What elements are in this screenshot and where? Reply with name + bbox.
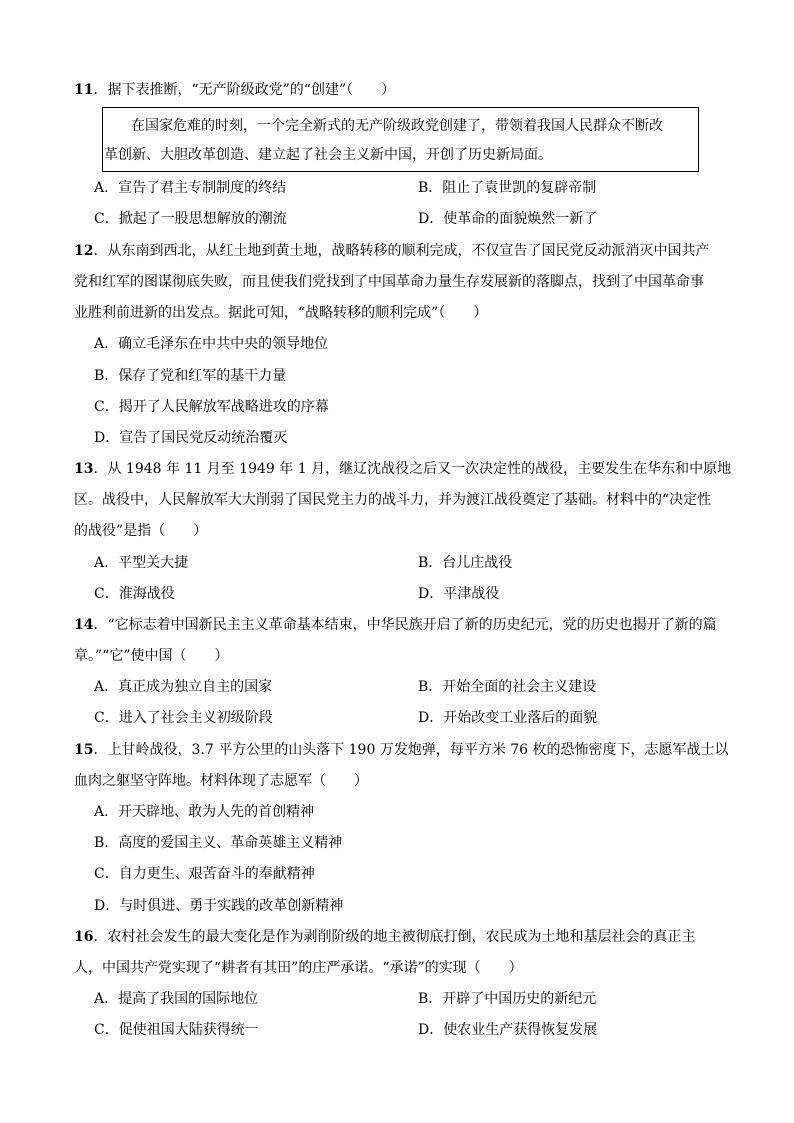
question-14-number: 14 xyxy=(74,617,94,633)
question-13-option-c[interactable]: C．淮海战役 xyxy=(94,586,175,602)
question-14-stem-line-1: 14．“它标志着中国新民主主义革命基本结束，中华民族开启了新的历史纪元，党的历史也揭开了新的篇 xyxy=(74,617,717,633)
question-16-stem-line-2: 人，中国共产党实现了“耕者有其田”的庄严承诺。“承诺”的实现（ ） xyxy=(74,960,523,976)
question-11-option-c[interactable]: C．掀起了一股思想解放的潮流 xyxy=(94,211,287,227)
question-16-option-d[interactable]: D．使农业生产获得恢复发展 xyxy=(418,1022,598,1038)
question-16-option-b[interactable]: B．开辟了中国历史的新纪元 xyxy=(418,991,597,1007)
question-12-option-c[interactable]: C．揭开了人民解放军战略进攻的序幕 xyxy=(94,399,329,415)
question-13-stem-line-2: 区。战役中，人民解放军大大削弱了国民党主力的战斗力，并为渡江战役奠定了基础。材料中的“决定性 xyxy=(74,492,712,508)
question-16-stem-line-1: 16．农村社会发生的最大变化是作为剥削阶级的地主被彻底打倒，农民成为土地和基层社会的真正主 xyxy=(74,929,696,945)
question-13-option-d[interactable]: D．平津战役 xyxy=(418,586,500,602)
question-16-number: 16 xyxy=(74,929,94,945)
question-13-stem-line-3: 的战役”是指（ ） xyxy=(74,523,208,539)
question-14-stem-line-2: 章。”“它”使中国（ ） xyxy=(74,648,229,664)
question-14-option-b[interactable]: B．开始全面的社会主义建设 xyxy=(418,679,597,695)
question-12-option-b[interactable]: B．保存了党和红军的基干力量 xyxy=(94,368,287,384)
question-11-stem-line-1: 11．据下表推断，“无产阶级政党”的“创建”（ ） xyxy=(74,82,396,98)
question-13-option-b[interactable]: B．台儿庄战役 xyxy=(418,555,513,571)
question-13-stem-line-1: 13．从 1948 年 11 月至 1949 年 1 月，继辽沈战役之后又一次决定性的战役，主要发生在华东和中原地 xyxy=(74,461,732,477)
question-15-stem-line-1: 15．上甘岭战役，3.7 平方公里的山头落下 190 万发炮弹，每平方米 76 枚的恐怖密度下，志愿军战士以 xyxy=(74,742,729,758)
question-13-number: 13 xyxy=(74,461,94,477)
question-13-option-a[interactable]: A．平型关大捷 xyxy=(94,555,189,571)
question-14-option-d[interactable]: D．开始改变工业落后的面貌 xyxy=(418,710,598,726)
question-15-option-b[interactable]: B．高度的爱国主义、革命英雄主义精神 xyxy=(94,835,343,851)
quote-box-line-1: 在国家危难的时刻，一个完全新式的无产阶级政党创建了，带领着我国人民群众不断改 xyxy=(131,118,663,134)
question-12-stem-line-2: 党和红军的图谋彻底失败，而且使我们党找到了中国革命力量生存发展新的落脚点，找到了中国革命事 xyxy=(74,274,704,290)
question-12-number: 12 xyxy=(74,243,94,259)
question-15-option-a[interactable]: A．开天辟地、敢为人先的首创精神 xyxy=(94,804,315,820)
question-12-stem-line-1: 12．从东南到西北，从红土地到黄土地，战略转移的顺利完成，不仅宣告了国民党反动派消灭中国共产 xyxy=(74,243,710,259)
question-15-option-d[interactable]: D．与时俱进、勇于实践的改革创新精神 xyxy=(94,898,344,914)
question-16-option-c[interactable]: C．促使祖国大陆获得统一 xyxy=(94,1022,259,1038)
question-14-option-a[interactable]: A．真正成为独立自主的国家 xyxy=(94,679,273,695)
question-12-option-d[interactable]: D．宣告了国民党反动统治覆灭 xyxy=(94,430,288,446)
question-15-option-c[interactable]: C．自力更生、艰苦奋斗的奉献精神 xyxy=(94,866,315,882)
question-12-stem-line-3: 业胜利前进新的出发点。据此可知，“战略转移的顺利完成”（ ） xyxy=(74,305,488,321)
question-11-option-d[interactable]: D．使革命的面貌焕然一新了 xyxy=(418,211,598,227)
question-11-option-b[interactable]: B．阻止了袁世凯的复辟帝制 xyxy=(418,180,597,196)
question-11-number: 11 xyxy=(74,82,94,98)
question-15-stem-line-2: 血肉之躯坚守阵地。材料体现了志愿军（ ） xyxy=(74,773,368,789)
question-12-option-a[interactable]: A．确立毛泽东在中共中央的领导地位 xyxy=(94,336,329,352)
question-11-quote-box xyxy=(102,107,699,172)
question-15-number: 15 xyxy=(74,742,94,758)
question-14-option-c[interactable]: C．进入了社会主义初级阶段 xyxy=(94,710,273,726)
question-16-option-a[interactable]: A．提高了我国的国际地位 xyxy=(94,991,259,1007)
question-11-option-a[interactable]: A．宣告了君主专制制度的终结 xyxy=(94,180,287,196)
quote-box-line-2: 革创新、大胆改革创造、建立起了社会主义新中国，开创了历史新局面。 xyxy=(104,147,552,163)
